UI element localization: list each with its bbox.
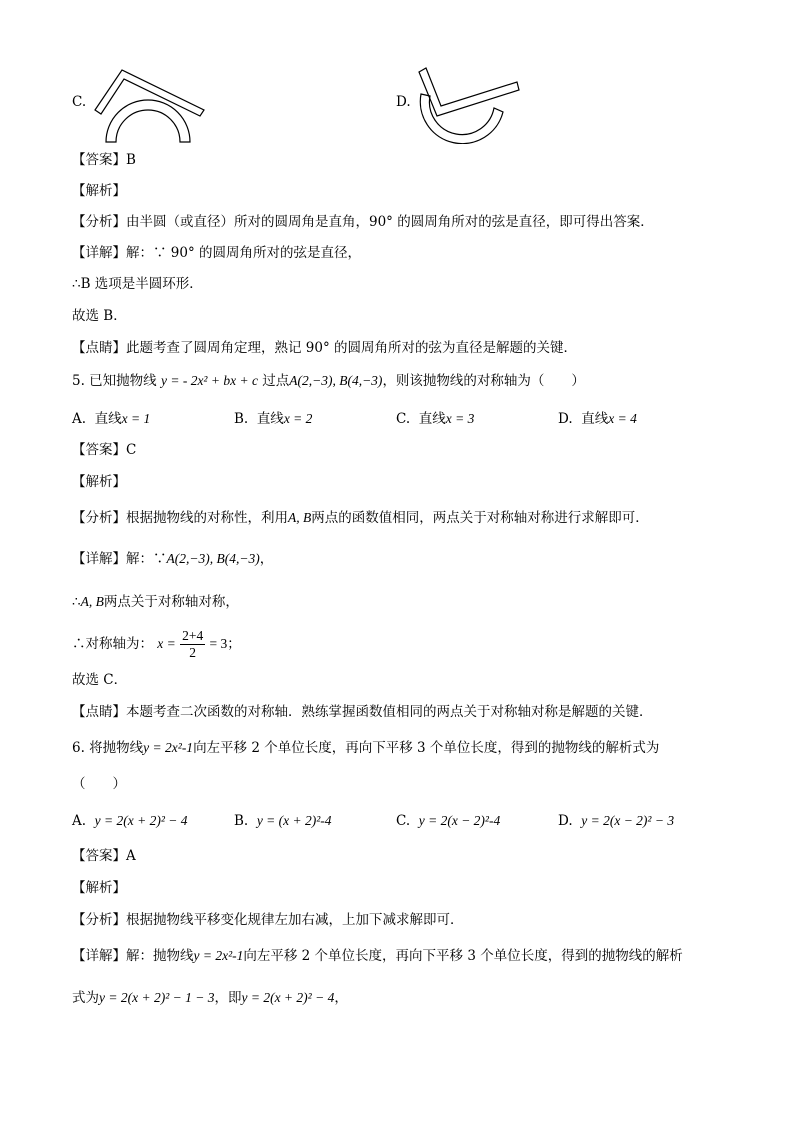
q6-answer: 【答案】A	[72, 848, 136, 864]
q6-fenxi: 【分析】根据抛物线平移变化规律左加右减，上加下减求解即可．	[72, 912, 464, 928]
q4-xiangjie: 【详解】解：∵ 90° 的圆周角所对的弦是直径，	[72, 245, 362, 261]
q4-jiexi: 【解析】	[72, 183, 126, 199]
q5-dianjing: 【点睛】本题考查二次函数的对称轴．熟练掌握函数值相同的两点关于对称轴对称是解题的关键．	[72, 704, 653, 720]
q5-option-b: B. 直线x = 2	[234, 411, 313, 427]
q6-paren: （ ）	[72, 776, 126, 792]
q6-equation: y = 2x²-1	[143, 740, 194, 755]
q6-option-c: C. y = 2(x − 2)²-4	[396, 813, 501, 829]
q6-jiexi: 【解析】	[72, 880, 126, 896]
figure-c-label: C.	[72, 94, 87, 110]
q4-answer: 【答案】B	[72, 152, 136, 168]
q6-stem: 6. 将抛物线y = 2x²-1向左平移 2 个单位长度，再向下平移 3 个单位长度，得到的抛物线的解析式为	[72, 740, 660, 756]
q4-fenxi: 【分析】由半圆（或直径）所对的圆周角是直角，90° 的圆周角所对的弦是直径，即可得出答案．	[72, 214, 654, 230]
q5-answer: 【答案】C	[72, 442, 137, 458]
q6-option-d: D. y = 2(x − 2)² − 3	[558, 813, 675, 829]
q5-points: A(2,−3), B(4,−3)	[289, 373, 383, 388]
q5-option-d: D. 直线x = 4	[558, 411, 637, 427]
q5-axis-calc: ∴对称轴为： x = $\frac{2+4}{2}$ = 3；	[72, 628, 241, 660]
figure-c-diagram	[92, 66, 212, 144]
q5-fraction: $\frac{2+4}{2}$	[182, 628, 204, 660]
q5-symmetric: ∴A, B两点关于对称轴对称，	[72, 594, 239, 610]
figure-d-diagram	[413, 64, 525, 144]
q5-fenxi: 【分析】根据抛物线的对称性，利用A, B两点的函数值相同，两点关于对称轴对称进行求解即可．	[72, 510, 649, 526]
q6-option-b: B. y = (x + 2)²-4	[234, 813, 332, 829]
q6-xiangjie: 【详解】解：抛物线y = 2x²-1向左平移 2 个单位长度，再向下平移 3 个单位长度，得到的抛物线的解析	[72, 948, 683, 964]
q5-equation: y = - 2x² + bx + c	[160, 373, 258, 388]
q6-option-a: A. y = 2(x + 2)² − 4	[72, 813, 188, 829]
q6-xiangjie-cont: 式为y = 2(x + 2)² − 1 − 3，即y = 2(x + 2)² − 4，	[72, 990, 348, 1006]
q5-option-a: A. 直线x = 1	[72, 411, 151, 427]
q4-conclusion: ∴B 选项是半圆环形．	[72, 276, 203, 292]
q5-stem: 5. 已知抛物线 y = - 2x² + bx + c 过点A(2,−3), B(4,−3)，则该抛物线的对称轴为（ ）	[72, 373, 585, 389]
q5-choose: 故选 C．	[72, 672, 128, 688]
q4-choose: 故选 B．	[72, 308, 127, 324]
q4-dianjing: 【点睛】此题考查了圆周角定理，熟记 90° 的圆周角所对的弦为直径是解题的关键．	[72, 340, 578, 356]
q5-jiexi: 【解析】	[72, 474, 126, 490]
q5-option-c: C. 直线x = 3	[396, 411, 475, 427]
q5-xiangjie: 【详解】解：∵A(2,−3), B(4,−3)，	[72, 551, 274, 567]
figure-d-label: D.	[396, 94, 411, 110]
